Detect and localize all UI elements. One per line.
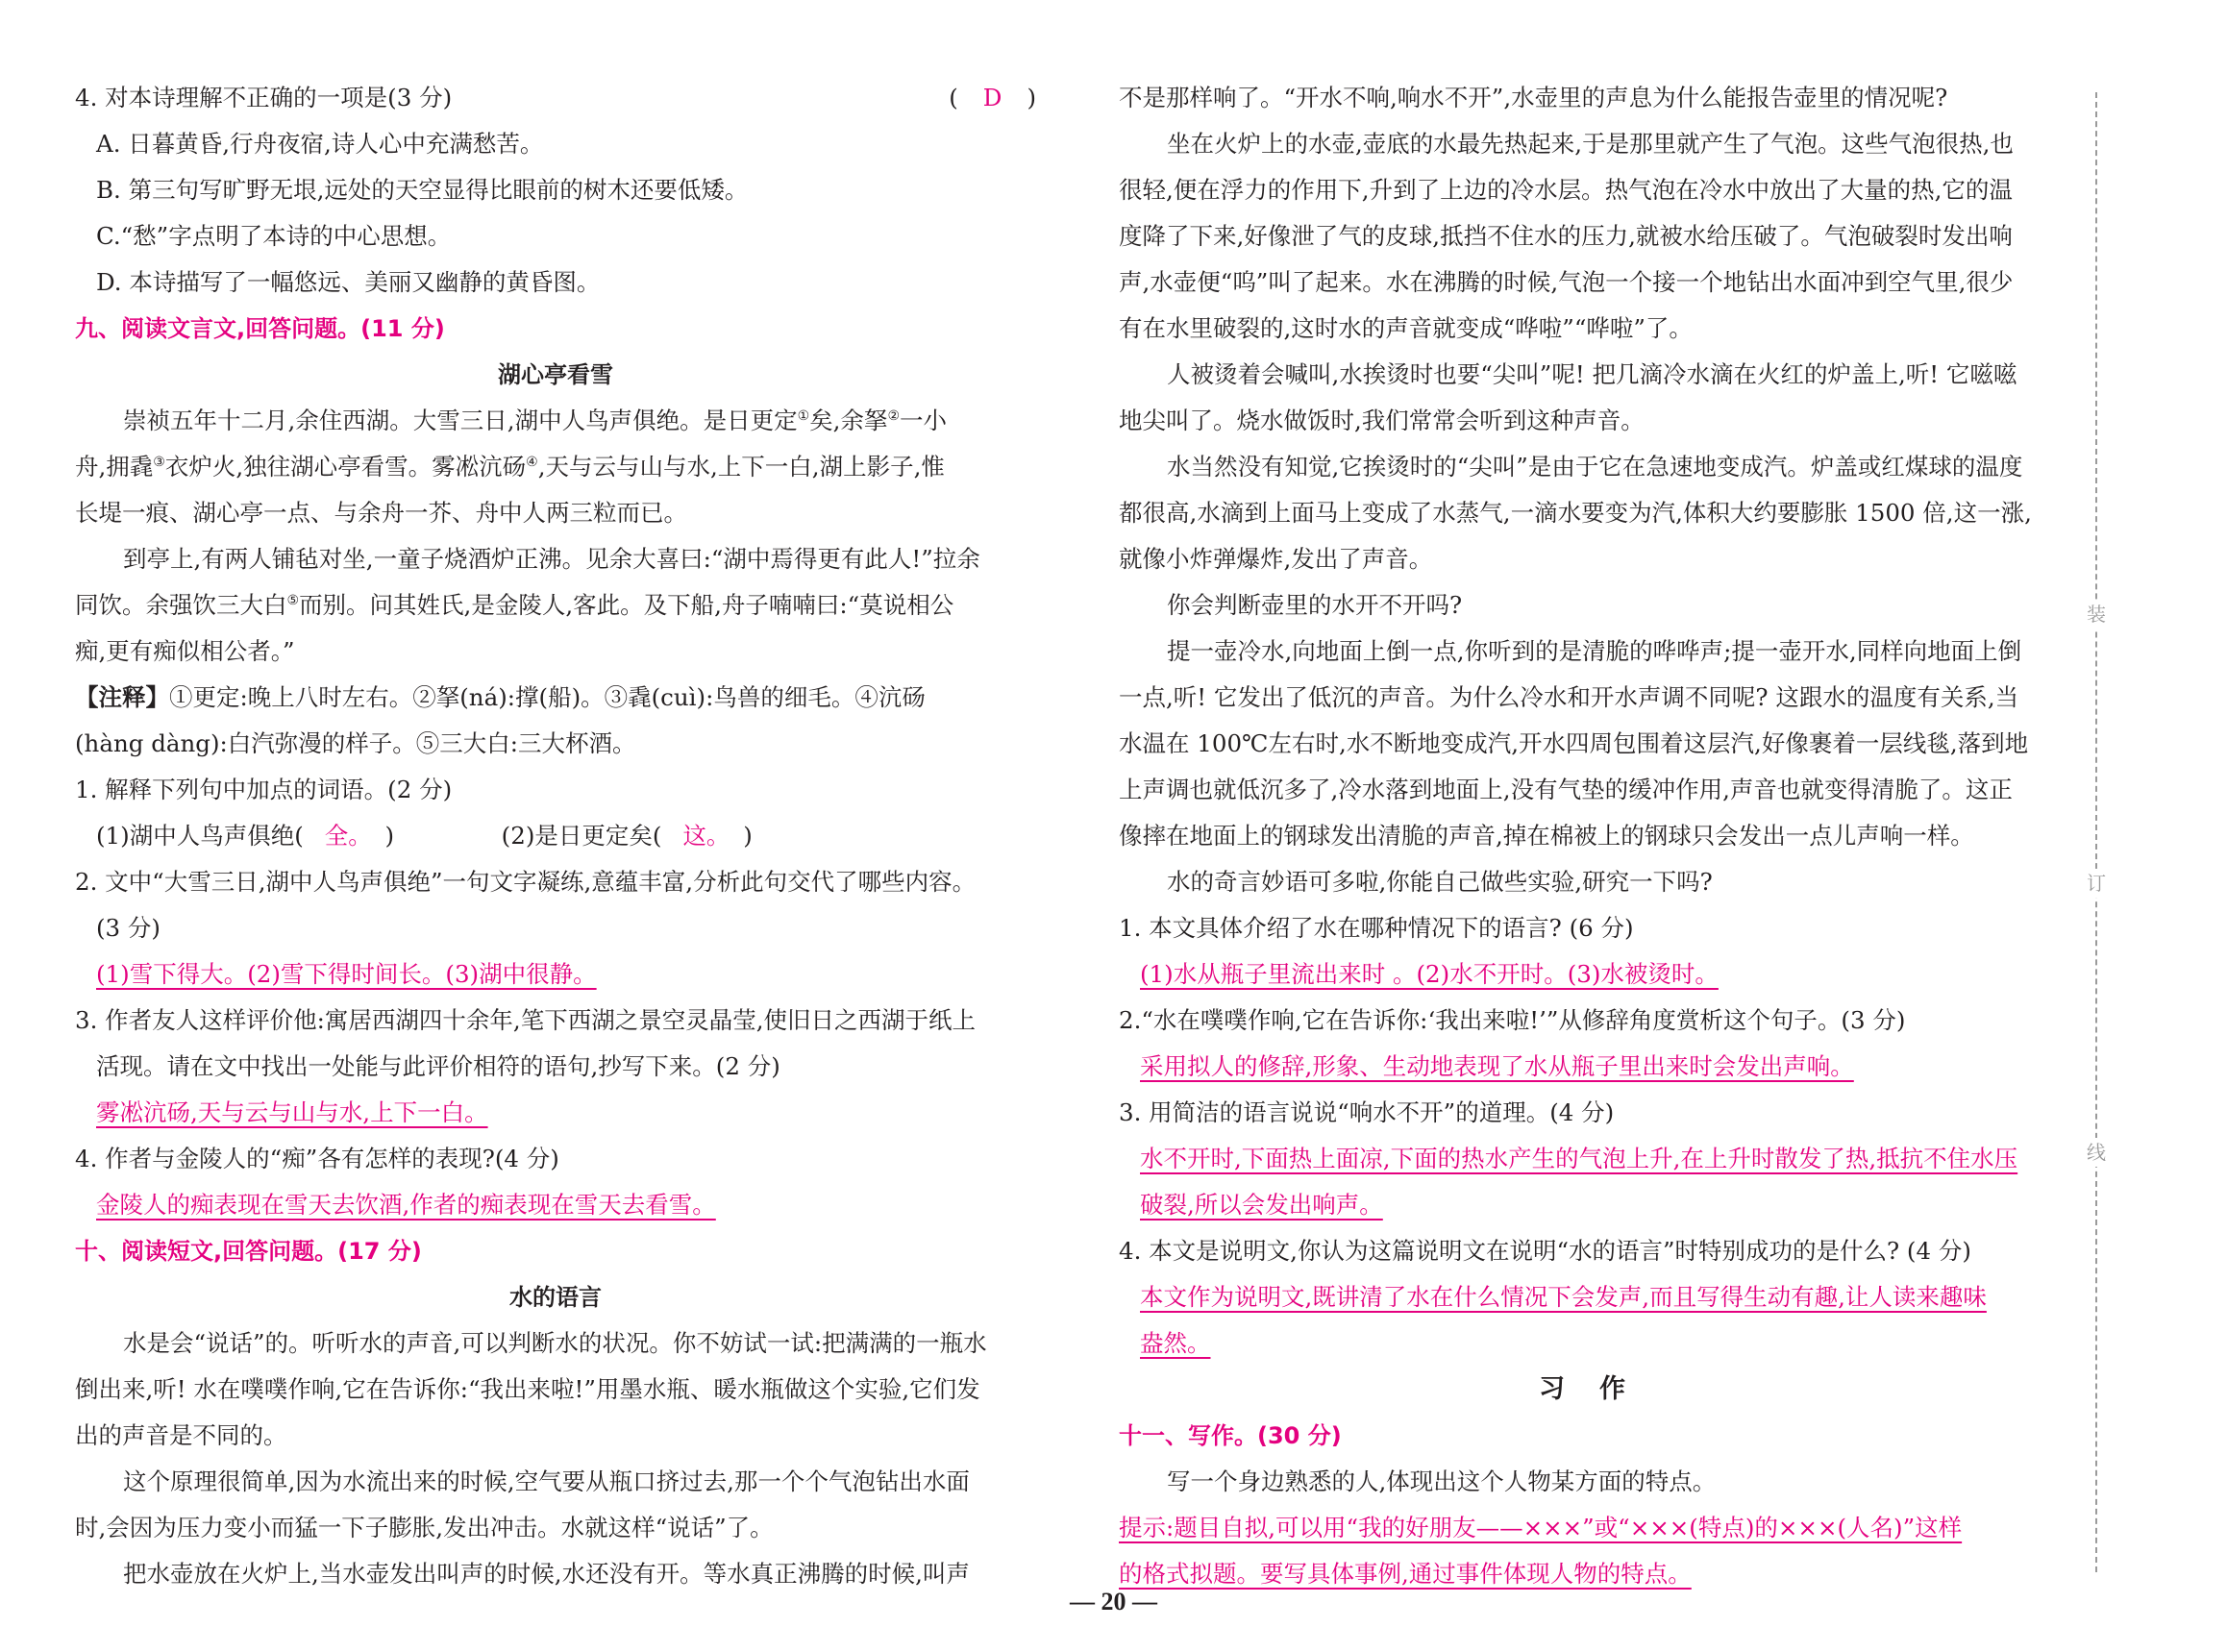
passage-title-huxinting: 湖心亭看雪: [498, 361, 613, 388]
passage-line: 很轻,便在浮力的作用下,升到了上边的冷水层。热气泡在冷水中放出了大量的热,它的温: [1119, 176, 2013, 204]
passage-line: 都很高,水滴到上面马上变成了水蒸气,一滴水要变为汽,体积大约要膨胀 1500 倍,这一涨,: [1119, 499, 2032, 527]
section-10-heading: 十、阅读短文,回答问题。(17 分): [75, 1238, 422, 1265]
question-1: 1. 本文具体介绍了水在哪种情况下的语言? (6 分): [1119, 914, 1634, 942]
passage-line: 坐在火炉上的水壶,壶底的水最先热起来,于是那里就产生了气泡。这些气泡很热,也: [1167, 130, 2014, 158]
passage-line: 痴,更有痴似相公者。”: [75, 637, 295, 665]
writing-tip: 的格式拟题。要写具体事例,通过事件体现人物的特点。: [1119, 1560, 1692, 1588]
binding-mark: 线: [2084, 1138, 2109, 1167]
passage-line: 水当然没有知觉,它挨烫时的“尖叫”是由于它在急速地变成汽。炉盖或红煤球的温度: [1167, 453, 2023, 481]
passage-line: 崇祯五年十二月,余住西湖。大雪三日,湖中人鸟声俱绝。是日更定①矣,余拏②一小: [123, 407, 947, 434]
answer-choice: D: [982, 84, 1002, 111]
passage-line: 到亭上,有两人铺毡对坐,一童子烧酒炉正沸。见余大喜曰:“湖中焉得更有此人!”拉余: [123, 545, 980, 573]
passage-line: 声,水壶便“呜”叫了起来。水在沸腾的时候,气泡一个接一个地钻出水面冲到空气里,很少: [1119, 268, 2014, 296]
notes-line: 【注释】①更定:晚上八时左右。②拏(ná):撑(船)。③毳(cuì):鸟兽的细毛。④沆砀: [75, 683, 926, 711]
question-1: 1. 解释下列句中加点的词语。(2 分): [75, 776, 453, 803]
option-c: C.“愁”字点明了本诗的中心思想。: [96, 222, 452, 250]
passage-line: 水的奇言妙语可多啦,你能自己做些实验,研究一下吗?: [1167, 868, 1713, 896]
binding-mark: 装: [2084, 600, 2109, 629]
question-2-answer: 采用拟人的修辞,形象、生动地表现了水从瓶子里出来时会发出声响。: [1140, 1052, 1854, 1080]
passage-line: 提一壶冷水,向地面上倒一点,你听到的是清脆的哗哗声;提一壶开水,同样向地面上倒: [1167, 637, 2022, 665]
passage-line: 水是会“说话”的。听听水的声音,可以判断水的状况。你不妨试一试:把满满的一瓶水: [123, 1329, 987, 1357]
passage-line: 把水壶放在火炉上,当水壶发出叫声的时候,水还没有开。等水真正沸腾的时候,叫声: [123, 1560, 970, 1588]
question-3-answer: 雾凇沆砀,天与云与山与水,上下一白。: [96, 1098, 488, 1126]
question-3: 3. 作者友人这样评价他:寓居西湖四十余年,笔下西湖之景空灵晶莹,使旧日之西湖于纸上: [75, 1006, 976, 1034]
passage-line: 一点,听! 它发出了低沉的声音。为什么冷水和开水声调不同呢? 这跟水的温度有关系,当: [1119, 683, 2019, 711]
question-2-score: (3 分): [96, 914, 161, 942]
question-4-answer: 金陵人的痴表现在雪天去饮酒,作者的痴表现在雪天去看雪。: [96, 1191, 716, 1219]
passage-line: 倒出来,听! 水在噗噗作响,它在告诉你:“我出来啦!”用墨水瓶、暖水瓶做这个实验,它们发: [75, 1375, 980, 1403]
left-column: [75, 75, 1036, 1597]
passage-line: 就像小炸弹爆炸,发出了声音。: [1119, 545, 1433, 573]
section-9-heading: 九、阅读文言文,回答问题。(11 分): [75, 315, 445, 342]
writing-heading: 习作: [1539, 1374, 1660, 1404]
question-4-answer: 本文作为说明文,既讲清了水在什么情况下会发声,而且写得生动有趣,让人读来趣味: [1140, 1283, 1987, 1311]
passage-line: 像摔在地面上的钢球发出清脆的声音,掉在棉被上的钢球只会发出一点儿声响一样。: [1119, 822, 1974, 850]
passage-line: 不是那样响了。“开水不响,响水不开”,水壶里的声息为什么能报告壶里的情况呢?: [1119, 84, 1948, 111]
passage-line: 地尖叫了。烧水做饭时,我们常常会听到这种声音。: [1119, 407, 1645, 434]
passage-line: 水温在 100℃左右时,水不断地变成汽,开水四周包围着这层汽,好像裹着一层线毯,落到地: [1119, 729, 2029, 757]
passage-line: 有在水里破裂的,这时水的声音就变成“哗啦”“哗啦”了。: [1119, 314, 1693, 342]
question-2: 2.“水在噗噗作响,它在告诉你:‘我出来啦!’”从修辞角度赏析这个句子。(3 分): [1119, 1006, 1906, 1034]
passage-line: 同饮。余强饮三大白⑤而别。问其姓氏,是金陵人,客此。及下船,舟子喃喃曰:“莫说相公: [75, 591, 954, 619]
page-number: — 20 —: [1070, 1588, 1157, 1615]
question-2: 2. 文中“大雪三日,湖中人鸟声俱绝”一句文字凝练,意蕴丰富,分析此句交代了哪些内容。: [75, 868, 977, 896]
passage-line: 时,会因为压力变小而猛一下子膨胀,发出冲击。水就这样“说话”了。: [75, 1514, 774, 1541]
question-3-answer: 水不开时,下面热上面凉,下面的热水产生的气泡上升,在上升时散发了热,抵抗不住水压: [1140, 1145, 2018, 1172]
binding-mark: 订: [2084, 869, 2109, 898]
passage-line: 上声调也就低沉多了,冷水落到地面上,没有气垫的缓冲作用,声音也就变得清脆了。这正: [1119, 776, 2013, 803]
question-4-answer: 盎然。: [1140, 1329, 1211, 1357]
question-3-answer: 破裂,所以会发出响声。: [1140, 1191, 1383, 1219]
passage-line: 度降了下来,好像泄了气的皮球,抵挡不住水的压力,就被水给压破了。气泡破裂时发出响: [1119, 222, 2013, 250]
passage-line: 你会判断壶里的水开不开吗?: [1167, 591, 1463, 619]
notes-line: (hàng dàng):白汽弥漫的样子。⑤三大白:三大杯酒。: [75, 729, 636, 757]
question-3-cont: 活现。请在文中找出一处能与此评价相符的语句,抄写下来。(2 分): [96, 1052, 780, 1080]
passage-line: 舟,拥毳③衣炉火,独往湖心亭看雪。雾凇沆砀④,天与云与山与水,上下一白,湖上影子,惟: [75, 453, 945, 481]
question-1-items: (1)湖中人鸟声俱绝( 全。 ) (2)是日更定矣( 这。 ): [96, 822, 753, 850]
question-1-answer: (1)水从瓶子里流出来时 。(2)水不开时。(3)水被烫时。: [1140, 960, 1719, 988]
question-4: 4. 本文是说明文,你认为这篇说明文在说明“水的语言”时特别成功的是什么? (4 分): [1119, 1237, 1971, 1265]
writing-tip: 提示:题目自拟,可以用“我的好朋友——×××”或“×××(特点)的×××(人名)”这样: [1119, 1514, 1963, 1541]
passage-line: 长堤一痕、湖心亭一点、与余舟一芥、舟中人两三粒而已。: [75, 499, 687, 527]
option-b: B. 第三句写旷野无垠,远处的天空显得比眼前的树木还要低矮。: [96, 176, 749, 204]
passage-line: 人被烫着会喊叫,水挨烫时也要“尖叫”呢! 把几滴冷水滴在火红的炉盖上,听! 它嗞嗞: [1167, 360, 2017, 388]
option-a: A. 日暮黄昏,行舟夜宿,诗人心中充满愁苦。: [96, 130, 544, 158]
question-4: 4. 作者与金陵人的“痴”各有怎样的表现?(4 分): [75, 1145, 559, 1172]
writing-task: 写一个身边熟悉的人,体现出这个人物某方面的特点。: [1167, 1467, 1717, 1495]
answer-bracket: ( D ): [949, 84, 1036, 111]
passage-line: 这个原理很简单,因为水流出来的时候,空气要从瓶口挤过去,那一个个气泡钻出水面: [123, 1467, 970, 1495]
section-11-heading: 十一、写作。(30 分): [1119, 1422, 1342, 1449]
question-4-poem: 4. 对本诗理解不正确的一项是(3 分) ( D ): [75, 75, 1036, 121]
binding-line: [2095, 92, 2097, 1572]
passage-line: 出的声音是不同的。: [75, 1421, 287, 1449]
right-column: [1119, 75, 2080, 1597]
question-3: 3. 用简洁的语言说说“响水不开”的道理。(4 分): [1119, 1098, 1615, 1126]
option-d: D. 本诗描写了一幅悠远、美丽又幽静的黄昏图。: [96, 268, 601, 296]
passage-title-water: 水的语言: [509, 1284, 602, 1311]
question-2-answer: (1)雪下得大。(2)雪下得时间长。(3)湖中很静。: [96, 960, 597, 988]
